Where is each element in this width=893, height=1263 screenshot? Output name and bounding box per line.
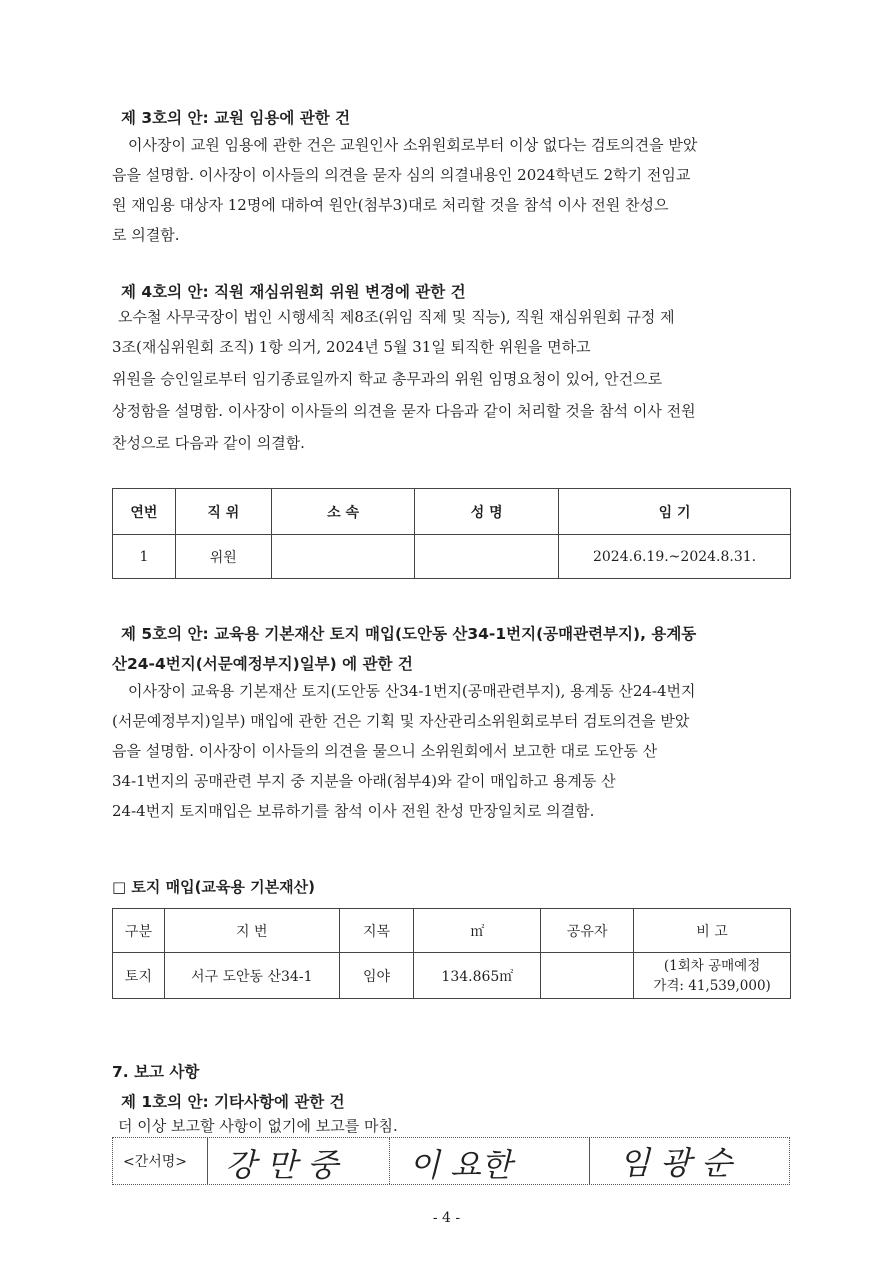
signature-2: 이 요한 <box>409 1146 512 1184</box>
cell-land-type: 임야 <box>339 953 414 999</box>
col-name: 성 명 <box>415 489 559 535</box>
item5-title-line-2: 산24-4번지(서문예정부지)일부) 에 관한 건 <box>112 655 413 673</box>
col-affiliation: 소 속 <box>271 489 415 535</box>
land-table <box>112 908 791 999</box>
remarks-line-1: (1회차 공매예정 <box>663 957 761 974</box>
item5-line-5: 24-4번지 토지매입은 보류하기를 참석 이사 전원 찬성 만장일치로 의결함. <box>112 802 595 820</box>
signature-label: <간서명> <box>123 1154 188 1170</box>
item4-line-1: 오수철 사무국장이 법인 시행세칙 제8조(위임 직제 및 직능), 직원 재심위원회 규정 제 <box>118 308 675 326</box>
item5-title-line-1: 제 5호의 안: 교육용 기본재산 토지 매입(도안동 산34-1번지(공매관련부지), 용계동 <box>121 625 697 643</box>
item3-line-2: 음을 설명함. 이사장이 이사들의 의견을 묻자 심의 의결내용인 2024학년도 2학기 전임교 <box>112 166 691 184</box>
cell-term: 2024.6.19.~2024.8.31. <box>559 535 791 579</box>
item3-title: 제 3호의 안: 교원 임용에 관한 건 <box>121 109 351 127</box>
section7-title: 7. 보고 사항 <box>112 1063 200 1081</box>
item4-line-2: 3조(재심위원회 조직) 1항 의거, 2024년 5월 31일 퇴직한 위원을 면하고 <box>112 338 591 356</box>
section7-item1-title: 제 1호의 안: 기타사항에 관한 건 <box>121 1093 345 1111</box>
item5-line-2: (서문예정부지)일부) 매입에 관한 건은 기획 및 자산관리소위원회로부터 검토의견을 받았 <box>112 712 690 730</box>
cell-lot-number: 서구 도안동 산34-1 <box>164 953 339 999</box>
item5-line-3: 음을 설명함. 이사장이 이사들의 의견을 물으니 소위원회에서 보고한 대로 도안동 산 <box>112 742 658 760</box>
table-row <box>113 535 791 579</box>
signature-1: 강 만 중 <box>225 1146 339 1184</box>
item4-title: 제 4호의 안: 직원 재심위원회 위원 변경에 관한 건 <box>121 283 466 301</box>
remarks-line-2: 가격: 41,539,000) <box>653 977 771 994</box>
cell-name <box>415 535 559 579</box>
cell-remarks <box>634 953 791 999</box>
col-land-type: 지목 <box>339 909 414 953</box>
item5-line-1: 이사장이 교육용 기본재산 토지(도안동 산34-1번지(공매관련부지), 용계동 산24-4번지 <box>128 682 696 700</box>
col-category: 구분 <box>113 909 165 953</box>
item5-line-4: 34-1번지의 공매관련 부지 중 지분을 아래(첨부4)와 같이 매입하고 용계동 산 <box>112 772 616 790</box>
item3-line-1: 이사장이 교원 임용에 관한 건은 교원인사 소위원회로부터 이상 없다는 검토의견을 받았 <box>128 136 698 154</box>
cell-number: 1 <box>113 535 176 579</box>
committee-table <box>112 488 791 579</box>
col-position: 직 위 <box>175 489 271 535</box>
cell-category: 토지 <box>113 953 165 999</box>
col-area: ㎡ <box>414 909 541 953</box>
item3-line-3: 원 재임용 대상자 12명에 대하여 원안(첨부3)대로 처리할 것을 참석 이사 전원 찬성으 <box>112 196 669 214</box>
land-purchase-heading: □ 토지 매입(교육용 기본재산) <box>112 878 315 896</box>
cell-co-owner <box>541 953 634 999</box>
col-term: 임 기 <box>559 489 791 535</box>
signature-cell-1 <box>207 1138 390 1184</box>
section7-item1-text: 더 이상 보고할 사항이 없기에 보고를 마침. <box>118 1117 398 1135</box>
item3-line-4: 로 의결함. <box>112 226 180 244</box>
signature-cell-3 <box>589 1138 788 1184</box>
col-remarks: 비 고 <box>634 909 791 953</box>
table-row <box>113 953 791 999</box>
signature-cell-2 <box>389 1138 590 1184</box>
signature-box <box>112 1137 790 1185</box>
cell-position: 위원 <box>175 535 271 579</box>
signature-3: 임 광 순 <box>619 1144 733 1182</box>
col-lot-number: 지 번 <box>164 909 339 953</box>
col-number: 연번 <box>113 489 176 535</box>
signature-label-cell <box>113 1138 208 1184</box>
item4-line-4: 상정함을 설명함. 이사장이 이사들의 의견을 묻자 다음과 같이 처리할 것을 참석 이사 전원 <box>112 402 696 420</box>
col-co-owner: 공유자 <box>541 909 634 953</box>
cell-area: 134.865㎡ <box>414 953 541 999</box>
page-number: - 4 - <box>432 1210 461 1226</box>
cell-affiliation <box>271 535 415 579</box>
item4-line-5: 찬성으로 다음과 같이 의결함. <box>112 434 305 452</box>
item4-line-3: 위원을 승인일로부터 임기종료일까지 학교 총무과의 위원 임명요청이 있어, 안건으로 <box>112 370 663 388</box>
